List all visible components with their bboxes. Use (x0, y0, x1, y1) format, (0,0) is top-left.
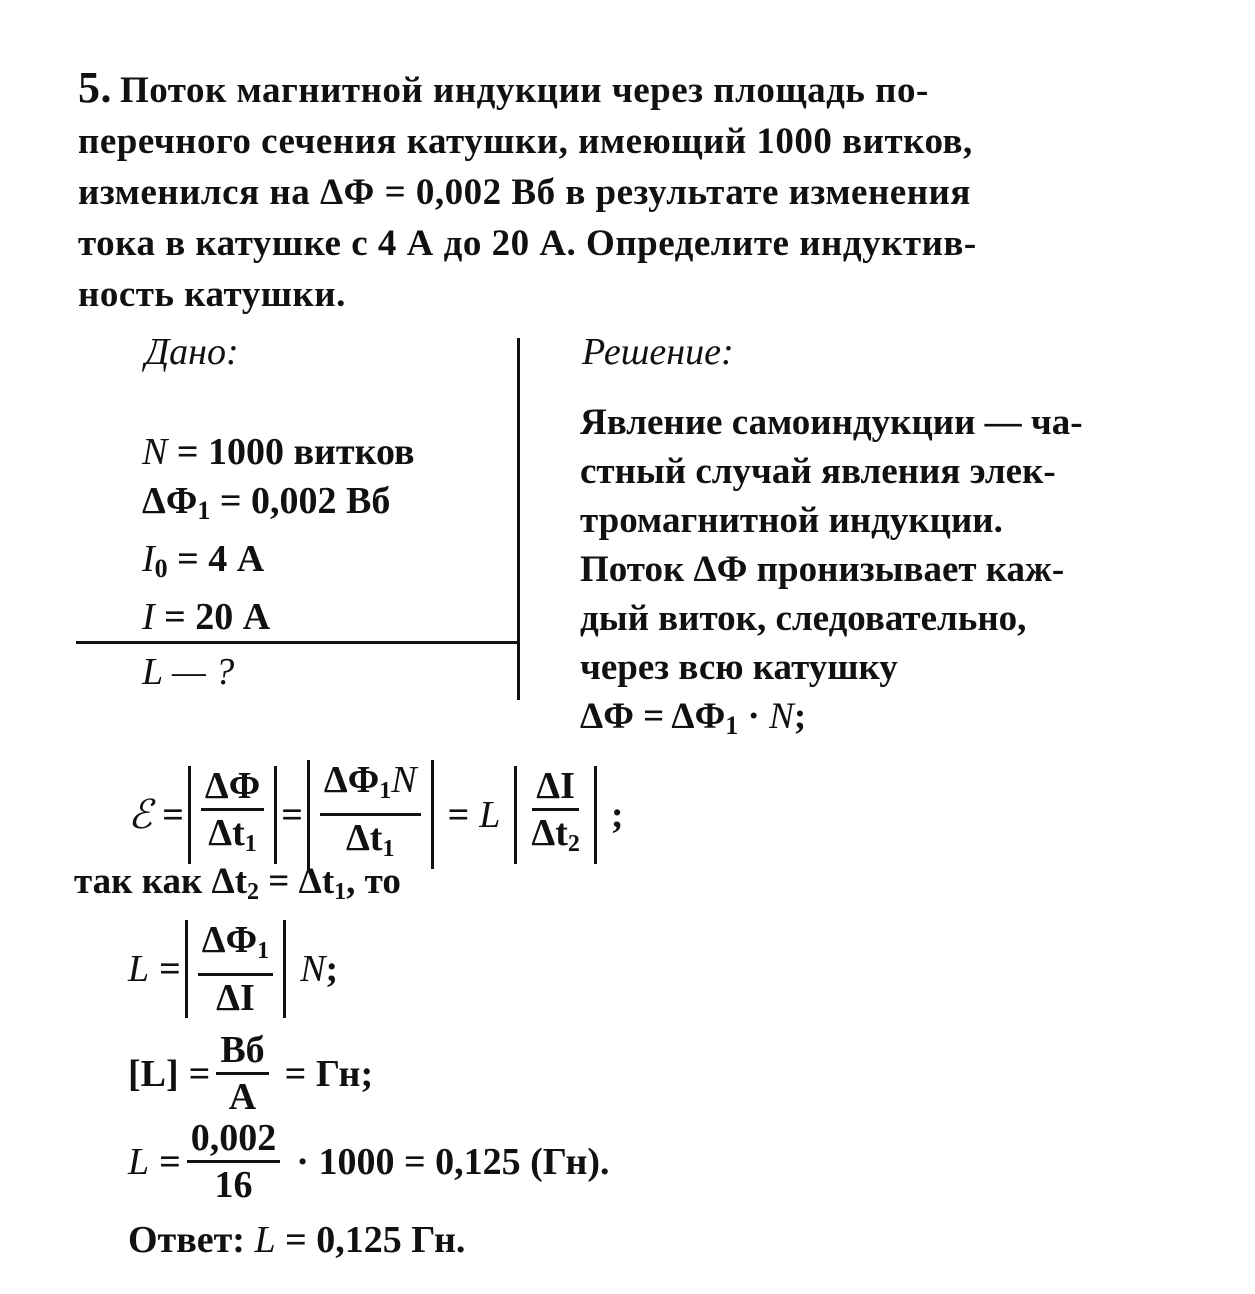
abs-bracket (514, 766, 596, 864)
fraction: $\frac{0,002}{16}$ (187, 1118, 281, 1205)
solution-line-4: Поток ΔΦ пронизывает каж- (580, 549, 1065, 590)
inductance-formula: L = $\frac{\Delta\Phi_1}{\Delta I}$ N ; (128, 919, 339, 1019)
given-i0: $I_0 = 4$ А (142, 538, 265, 583)
solution-line-2: стный случай явления элек- (580, 451, 1056, 492)
fraction: $\frac{\Delta\Phi}{\Delta t_1}$ (201, 766, 264, 864)
solution-heading: Решение: (582, 331, 734, 373)
abs-bracket (185, 920, 286, 1018)
calculation-formula: L = $\frac{0,002}{16}$ · 1000 = 0,125 (Гн). (128, 1117, 610, 1206)
emf-equation: ℰ = $\frac{\Delta\Phi}{\Delta t_1}$ = $\frac{\Delta\Phi_1N}{\Delta t_1}$ = L $\frac{\Delta I}{\Delta t_2}$ ; (128, 760, 624, 869)
problem-line-3: изменился на ΔΦ = 0,002 Вб в результате изменения (78, 172, 971, 213)
abs-bracket (307, 760, 434, 869)
fraction: $\frac{Вб}{А}$ (216, 1030, 268, 1117)
units-formula: [L] = $\frac{Вб}{А}$ = Гн; (128, 1029, 374, 1118)
given-i: I = 20 А (142, 596, 271, 638)
solution-line-6: через всю катушку (580, 647, 898, 688)
problem-line-4: тока в катушке с 4 А до 20 А. Определите индуктив- (78, 223, 977, 264)
problem-number: 5. (78, 63, 112, 112)
problem-line-5: ность катушки. (78, 274, 346, 315)
given-values (142, 428, 415, 642)
solution-line-3: тромагнитной индукции. (580, 500, 1003, 541)
problem-line-2: перечного сечения катушки, имеющий 1000 витков, (78, 121, 973, 162)
solution-line-1: Явление самоиндукции — ча- (580, 402, 1083, 443)
given-divider-vertical (517, 338, 520, 700)
fraction: $\frac{\Delta\Phi_1}{\Delta I}$ (198, 920, 273, 1018)
problem-statement (78, 62, 1223, 320)
solution-line-5: дый виток, следовательно, (580, 598, 1027, 639)
solution-formula: $\Delta\Phi = \Delta\Phi_1 \cdot N$; (580, 696, 807, 740)
given-dphi: $\Delta\Phi_1 = 0,002$ Вб (142, 480, 391, 525)
fraction: $\frac{\Delta\Phi_1N}{\Delta t_1}$ (320, 760, 421, 869)
given-heading: Дано: (145, 331, 239, 373)
since-line: так как $\Delta t_2 = \Delta t_1$, то (74, 861, 401, 905)
find-unknown: L — ? (142, 651, 235, 693)
given-n: N = 1000 витков (142, 431, 415, 473)
fraction: $\frac{\Delta I}{\Delta t_2}$ (531, 764, 580, 857)
solution-text (580, 398, 1220, 750)
abs-bracket (188, 766, 277, 864)
problem-line-1: 5. Поток магнитной индукции через площадь по- (78, 63, 929, 112)
answer-line: Ответ: L = 0,125 Гн. (128, 1219, 466, 1261)
